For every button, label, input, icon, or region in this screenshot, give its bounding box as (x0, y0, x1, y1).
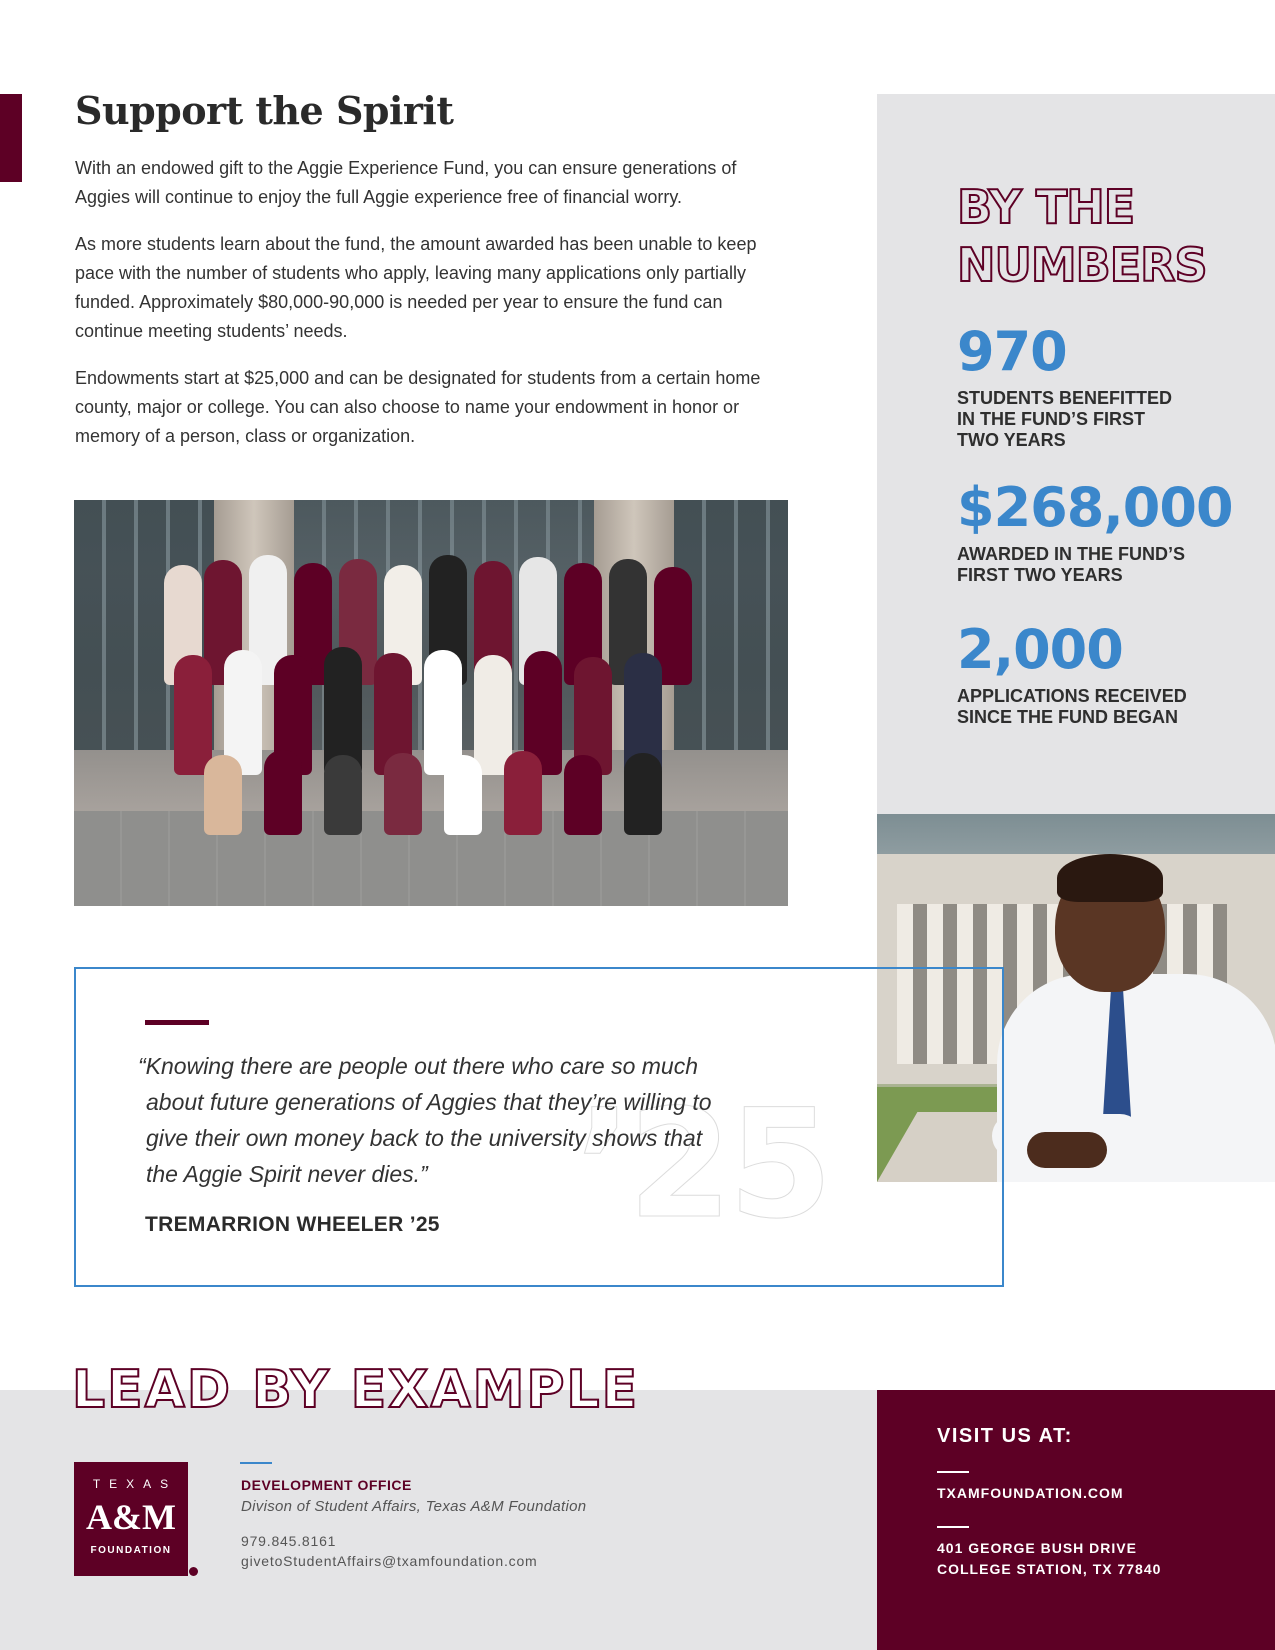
intro-paragraph-1: With an endowed gift to the Aggie Experience Fund, you can ensure generations of Aggies will continue to enjoy the full Aggie experience free of financial worry. (75, 158, 737, 207)
texas-am-foundation-logo (74, 1462, 188, 1576)
logo-line-texas: TEXAS (92, 1477, 178, 1491)
stat-label-line: AWARDED IN THE FUND’S (957, 544, 1186, 564)
logo-line-foundation: FOUNDATION (90, 1545, 172, 1556)
stat-students-benefitted (957, 322, 1257, 451)
address-line: 401 GEORGE BUSH DRIVE (937, 1540, 1137, 1556)
address-line: COLLEGE STATION, TX 77840 (937, 1561, 1162, 1577)
quote-line: “Knowing there are people out there who care so much (138, 1053, 698, 1079)
stat-label-line: TWO YEARS (957, 430, 1066, 450)
contact-divider (240, 1462, 272, 1464)
quote-accent-bar (145, 1020, 209, 1025)
quote-author: TREMARRION WHEELER ’25 (145, 1213, 440, 1236)
accent-edge-bar (0, 94, 22, 182)
mailing-address (937, 1538, 1161, 1580)
stat-amount-awarded (957, 478, 1257, 586)
stat-value: $268,000 (957, 476, 1233, 539)
development-office-title: DEVELOPMENT OFFICE (241, 1477, 412, 1493)
stat-applications-received (957, 620, 1257, 728)
lead-by-example-heading: LEAD BY EXAMPLE (72, 1360, 640, 1420)
quote-line: the Aggie Spirit never dies.” (146, 1161, 428, 1187)
quote-line: about future generations of Aggies that they’re willing to (146, 1089, 712, 1115)
contact-phone: 979.845.8161 (241, 1533, 337, 1549)
website-link[interactable]: TXAMFOUNDATION.COM (937, 1485, 1124, 1501)
numbers-heading-line-2: NUMBERS (957, 238, 1207, 292)
stat-label (957, 686, 1257, 728)
testimonial-quote (138, 1048, 778, 1192)
stat-value: 2,000 (957, 618, 1123, 681)
stat-label-line: IN THE FUND’S FIRST (957, 409, 1145, 429)
numbers-heading-line-1: BY THE (957, 180, 1135, 234)
stat-label-line: APPLICATIONS RECEIVED (957, 686, 1187, 706)
registered-mark-icon (189, 1567, 198, 1576)
class-year-watermark: ’25 (575, 1078, 829, 1252)
by-the-numbers-heading (957, 178, 1207, 294)
student-athletes-group-photo (74, 500, 788, 906)
stat-label-line: STUDENTS BENEFITTED (957, 388, 1173, 408)
contact-email-link[interactable]: givetoStudentAffairs@txamfoundation.com (241, 1553, 538, 1569)
intro-paragraph-3: Endowments start at $25,000 and can be designated for students from a certain home county, major or college. You can also choose to name your endowment in honor or memory of a person, class or organization. (75, 368, 761, 446)
logo-line-am: A&M (86, 1497, 176, 1537)
quote-line: give their own money back to the university shows that (146, 1125, 703, 1151)
intro-paragraph-2: As more students learn about the fund, the amount awarded has been unable to keep pace with the number of students who apply, leaving many applications only partially funded. Approximately $80,000-90,000 is needed per year to ensure the fund can continue meeting students’ needs. (75, 234, 757, 341)
stat-label (957, 544, 1257, 586)
stat-label (957, 388, 1257, 451)
visit-us-heading: VISIT US AT: (937, 1425, 1073, 1447)
page-title: Support the Spirit (75, 88, 454, 133)
stat-value: 970 (957, 320, 1067, 383)
intro-text (75, 154, 795, 469)
visit-divider (937, 1526, 969, 1528)
stat-label-line: SINCE THE FUND BEGAN (957, 707, 1179, 727)
development-office-subtitle: Divison of Student Affairs, Texas A&M Foundation (241, 1498, 587, 1515)
stat-label-line: FIRST TWO YEARS (957, 565, 1123, 585)
visit-divider (937, 1471, 969, 1473)
